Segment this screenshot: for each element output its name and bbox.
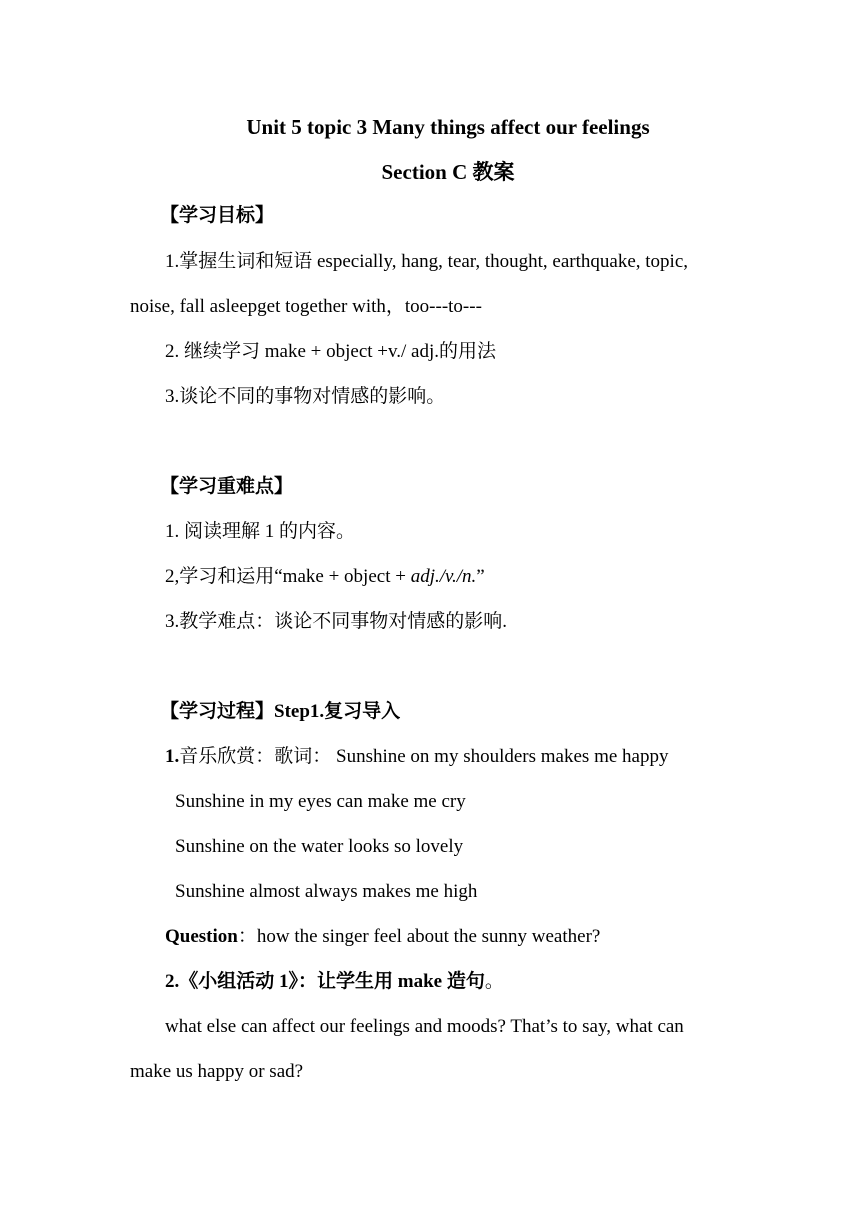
objective-item-3: 3.谈论不同的事物对情感的影响。 — [165, 386, 446, 407]
question-label: Question — [165, 926, 238, 947]
question-line — [165, 925, 600, 949]
lyric-line-2: Sunshine in my eyes can make me cry — [175, 791, 466, 812]
document-title: Unit 5 topic 3 Many things affect our feelings — [246, 115, 650, 139]
lyric-line-3: Sunshine on the water looks so lovely — [175, 836, 464, 857]
key-point-item-2-prefix: 2,学习和运用“make + object + — [165, 566, 411, 587]
objectives-heading: 【学习目标】 — [160, 205, 275, 226]
objective-item-2: 2. 继续学习 make + object +v./ adj.的用法 — [165, 341, 497, 362]
key-point-item-2-suffix: ” — [476, 566, 485, 587]
process-item-1-number: 1. — [165, 746, 180, 767]
question-text: ：how the singer feel about the sunny weather? — [237, 926, 601, 947]
lyric-line-4: Sunshine almost always makes me high — [175, 881, 478, 902]
key-point-item-2 — [165, 565, 485, 589]
key-point-item-2-italic: adj./v./n. — [410, 566, 477, 587]
objective-item-1-line-1: 1.掌握生词和短语 especially, hang, tear, thought, earthquake, topic, — [165, 251, 689, 272]
process-item-1 — [165, 745, 668, 769]
process-item-2-bold: 2.《小组活动 1》：让学生用 make 造句 — [165, 971, 485, 992]
process-item-2-tail: 。 — [484, 971, 504, 992]
process-item-2 — [165, 970, 504, 994]
key-points-heading: 【学习重难点】 — [160, 476, 294, 497]
paragraph-line-1: what else can affect our feelings and moods? That’s to say, what can — [165, 1016, 684, 1037]
paragraph-line-2: make us happy or sad? — [130, 1061, 304, 1082]
process-heading: 【学习过程】Step1.复习导入 — [160, 701, 401, 722]
key-point-item-1: 1. 阅读理解 1 的内容。 — [165, 521, 356, 542]
key-point-item-3: 3.教学难点：谈论不同事物对情感的影响. — [165, 611, 508, 632]
objective-item-1-line-2: noise, fall asleepget together with，too---to--- — [130, 296, 482, 317]
process-item-1-text: 音乐欣赏：歌词： Sunshine on my shoulders makes me happy — [179, 746, 669, 767]
document-subtitle: Section C 教案 — [381, 160, 515, 184]
